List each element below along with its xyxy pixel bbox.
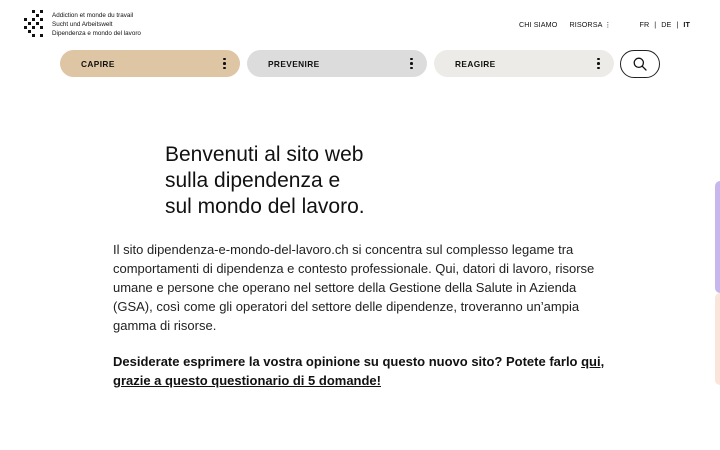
more-vertical-icon: ⋮ bbox=[604, 20, 612, 29]
survey-link[interactable]: qui, grazie a questo questionario di 5 domande! bbox=[113, 354, 605, 388]
more-vertical-icon[interactable] bbox=[223, 58, 226, 70]
more-vertical-icon[interactable] bbox=[597, 58, 600, 70]
intro-paragraph: Il sito dipendenza-e-mondo-del-lavoro.ch si concentra sul complesso legame tra comportamenti di dipendenza e contesto professionale. Qui, datori di lavoro, risorse umane e persone che operano nel settore della Gestione della Salute in Azienda (GSA), così come gli operatori del settore delle dipendenze, troveranno un’ampia gamma di risorse. bbox=[113, 242, 595, 333]
menu-capire[interactable] bbox=[60, 50, 240, 77]
nav-risorsa-label: RISORSA bbox=[569, 20, 603, 29]
title-line: sulla dipendenza e bbox=[165, 169, 341, 192]
lang-separator: | bbox=[654, 20, 657, 29]
page-title bbox=[165, 142, 365, 220]
lang-it[interactable]: IT bbox=[683, 20, 690, 29]
title-line: sul mondo del lavoro. bbox=[165, 195, 365, 218]
search-icon bbox=[633, 57, 647, 71]
brand-line-de: Sucht und Arbeitswelt bbox=[52, 21, 113, 28]
menu-prevenire-label: PREVENIRE bbox=[268, 58, 320, 69]
brand-line-it: Dipendenza e mondo del lavoro bbox=[52, 30, 141, 37]
menu-reagire-label: REAGIRE bbox=[455, 58, 496, 69]
lang-separator: | bbox=[676, 20, 679, 29]
menu-capire-label: CAPIRE bbox=[81, 58, 115, 69]
search-button[interactable] bbox=[620, 50, 660, 78]
more-vertical-icon[interactable] bbox=[410, 58, 413, 70]
lang-de[interactable]: DE bbox=[661, 20, 672, 29]
top-navigation bbox=[519, 20, 690, 29]
side-tab-peach[interactable] bbox=[715, 293, 720, 385]
title-line: Benvenuti al sito web bbox=[165, 143, 364, 166]
survey-question: Desiderate esprimere la vostra opinione su questo nuovo sito? Potete farlo bbox=[113, 354, 582, 369]
menu-reagire[interactable] bbox=[434, 50, 614, 77]
lang-fr[interactable]: FR bbox=[639, 20, 650, 29]
nav-chi-siamo[interactable]: CHI SIAMO bbox=[518, 20, 558, 29]
site-logo[interactable] bbox=[24, 10, 141, 38]
survey-prompt bbox=[113, 352, 613, 390]
nav-risorsa[interactable] bbox=[569, 20, 611, 29]
main-menu bbox=[60, 50, 614, 77]
logo-text bbox=[52, 10, 141, 38]
side-tab-purple[interactable] bbox=[715, 181, 720, 293]
menu-prevenire[interactable] bbox=[247, 50, 427, 77]
logo-grid-icon bbox=[24, 10, 44, 38]
brand-line-fr: Addiction et monde du travail bbox=[52, 12, 134, 19]
